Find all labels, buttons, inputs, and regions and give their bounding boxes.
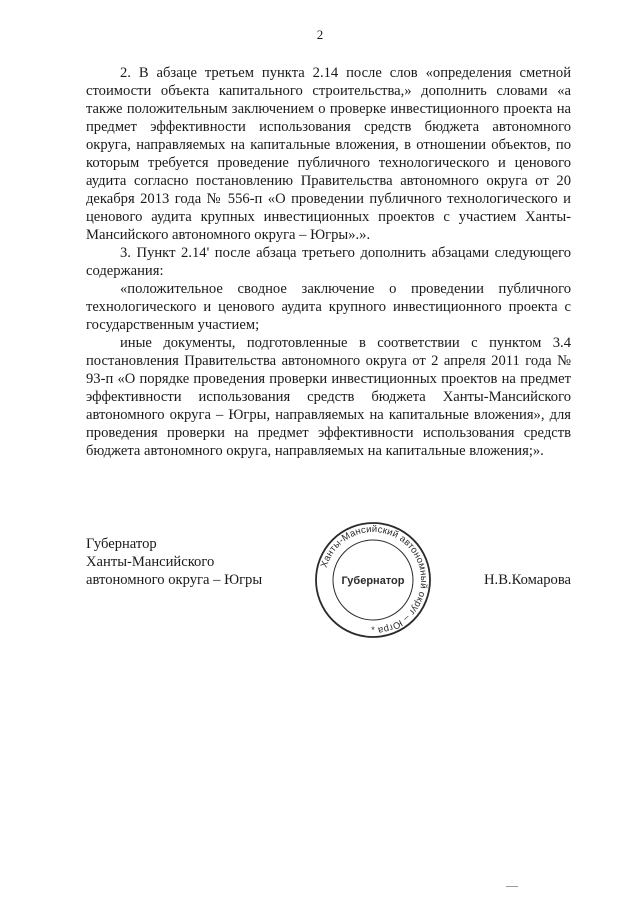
seal-star: * (371, 625, 375, 635)
signature-block (86, 523, 571, 642)
seal-ring-text: Ханты-Мансийский автономный округ – Югра (318, 523, 430, 636)
signatory-title-line-2: Ханты-Мансийского (86, 554, 215, 570)
signatory-title-line-1: Губернатор (86, 536, 157, 552)
paragraph-item-2: 2. В абзаце третьем пункта 2.14 после слов «определения сметной стоимости объекта капитального строительства,» дополнить словами «а также положительным заключением о проверке инвестиционного проекта на предмет эффективности использования средств бюджета автономного округа, направляемых на капитальные вложения, в отношении объектов, по которым требуется проведение публичного технологического и ценового аудита согласно постановлению Правительства автономного округа от 20 декабря 2013 года № 556-п «О проведении публичного технологического и ценового аудита крупных инвестиционных проектов с участием Ханты-Мансийского автономного округа – Югры».». (86, 65, 571, 243)
scan-artifact (506, 886, 518, 887)
seal-center-text: Губернатор (341, 575, 405, 587)
document-body (86, 64, 571, 460)
paragraph-quote-positive-conclusion: «положительное сводное заключение о проведении публичного технологического и ценового аудита крупного инвестиционного проекта с государственным участием; (86, 281, 571, 333)
page-number: 2 (316, 27, 324, 42)
seal-graphic (313, 520, 433, 640)
official-seal (313, 520, 433, 640)
paragraph-item-3: 3. Пункт 2.14' после абзаца третьего дополнить абзацами следующего содержания: (86, 245, 571, 279)
signatory-name: Н.В.Комарова (484, 572, 571, 588)
signatory-title-line-3: автономного округа – Югры (86, 572, 263, 588)
signatory-title (86, 535, 262, 589)
paragraph-other-documents: иные документы, подготовленные в соответствии с пунктом 3.4 постановления Правительства автономного округа от 2 апреля 2011 года № 93-п «О порядке проведения проверки инвестиционных проектов на предмет эффективности использования средств бюджета Ханты-Мансийского автономного округа – Югры, направляемых на капитальные вложения», для проведения проверки на предмет эффективности использования средств бюджета автономного округа, направляемых на капитальные вложения;». (86, 335, 571, 459)
